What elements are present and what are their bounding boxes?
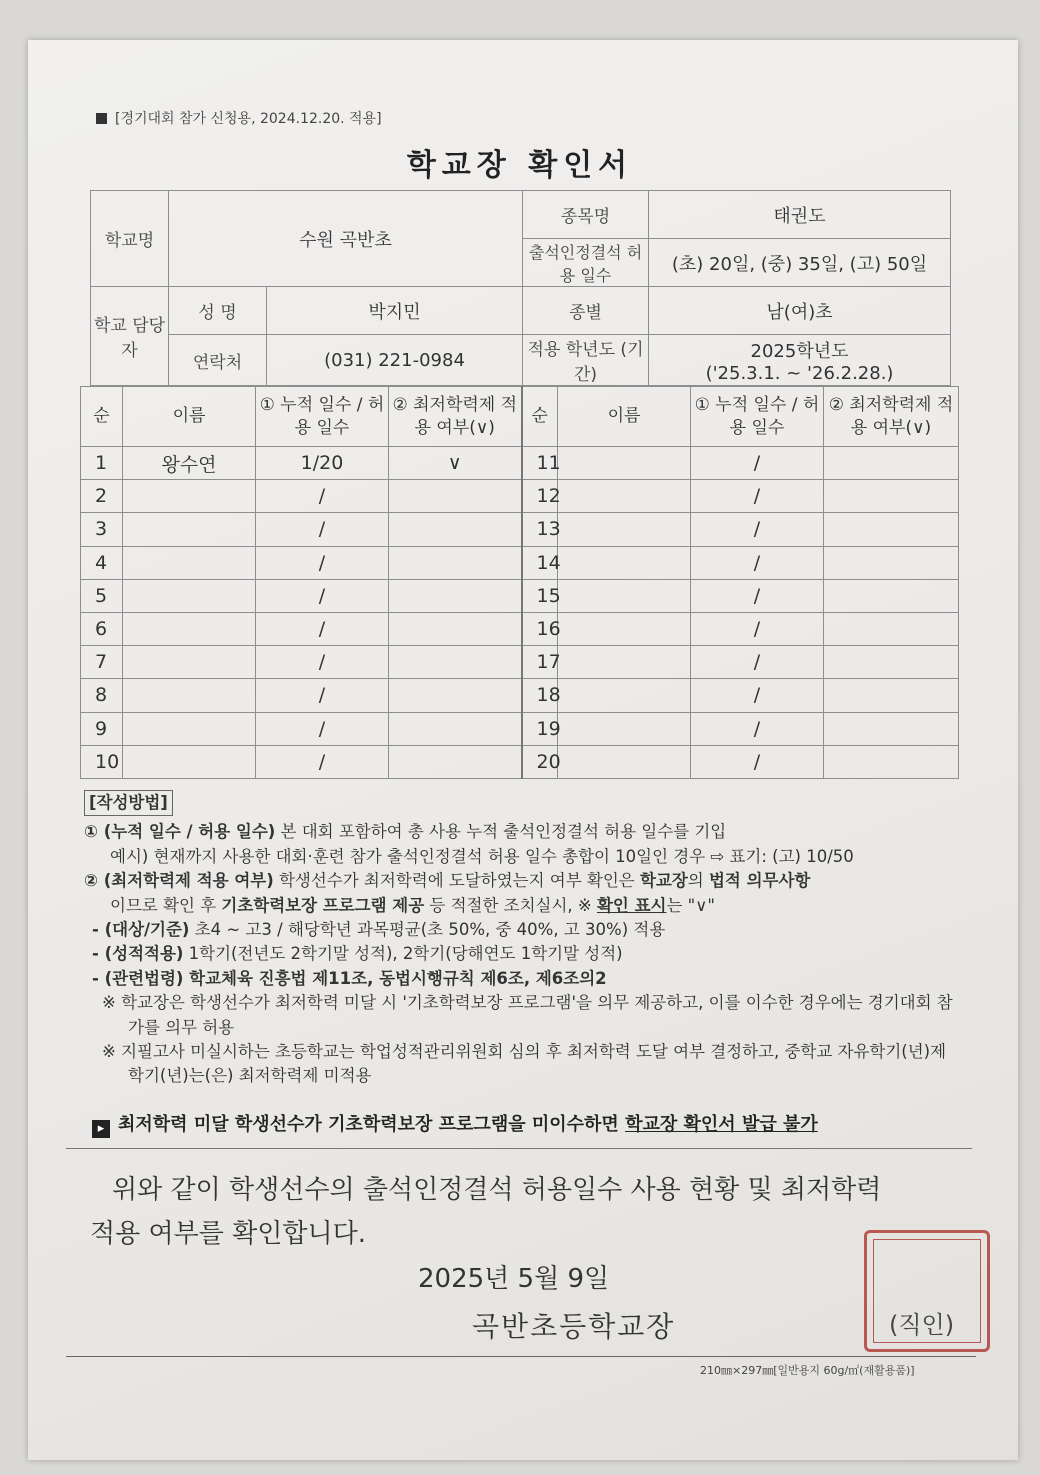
- days-used-cell: /: [256, 546, 389, 579]
- days-used-cell: /: [691, 745, 824, 778]
- row-number-cell: 3: [81, 513, 123, 546]
- method-sub-1-head: - (대상/기준): [92, 920, 190, 940]
- method-item-1-example: 예시) 현재까지 사용한 대회·훈련 참가 출석인정결석 허용 일수 총합이 10일인 경우 ⇨ 표기: (고) 10/50: [110, 846, 854, 866]
- days-used-cell: /: [256, 646, 389, 679]
- student-name-cell: [123, 646, 256, 679]
- min-academic-check-cell: [389, 513, 522, 546]
- method-item-2-bold-3: 기초학력보장 프로그램 제공: [221, 895, 425, 915]
- min-academic-check-cell: [824, 546, 959, 579]
- method-item-1-text: 본 대회 포함하여 총 사용 누적 출석인정결석 허용 일수를 기입: [275, 822, 727, 842]
- days-used-cell: /: [691, 712, 824, 745]
- days-used-cell: /: [691, 513, 824, 546]
- page-title: 학교장 확인서: [406, 148, 634, 183]
- min-academic-check-cell: [824, 712, 959, 745]
- days-used-cell: /: [256, 612, 389, 645]
- seal-tag: (직인): [889, 1311, 955, 1339]
- row-number-cell: 15: [522, 579, 558, 612]
- school-year-text: 2025학년도: [750, 340, 849, 362]
- student-name-cell: [558, 579, 691, 612]
- method-sub-3-text: 학교체육 진흥법 제11조, 동법시행규칙 제6조, 제6조의2: [183, 968, 607, 988]
- event-value: 태권도: [649, 191, 951, 239]
- row-number-cell: 7: [81, 646, 123, 679]
- method-note-1: ※ 학교장은 학생선수가 최저학력 미달 시 '기초학력보장 프로그램'을 의무 제공하고, 이를 이수한 경우에는 경기대회 참가를 의무 허용: [102, 993, 953, 1037]
- method-item-2-text-a: 학생선수가 최저학력에 도달하였는지 여부 확인은: [273, 871, 640, 891]
- principal-signature: 곡반초등학교장: [472, 1310, 676, 1343]
- manager-label: 학교 담당자: [91, 287, 169, 386]
- row-number-cell: 8: [81, 679, 123, 712]
- method-note-2: ※ 지필고사 미실시하는 초등학교는 학업성적관리위원회 심의 후 최저학력 도달 여부 결정하고, 중학교 자유학기(년)제 학기(년)는(은) 최저학력제 미적용: [102, 1042, 947, 1086]
- info-table: [90, 190, 951, 386]
- student-name-cell: [123, 579, 256, 612]
- days-used-cell: /: [691, 612, 824, 645]
- table-row: [81, 679, 959, 712]
- days-used-cell: /: [691, 579, 824, 612]
- row-number-cell: 11: [522, 447, 558, 480]
- row-number-cell: 14: [522, 546, 558, 579]
- writing-instructions: [84, 790, 964, 1089]
- col-name-header: 이름: [123, 387, 256, 447]
- table-row: [81, 712, 959, 745]
- min-academic-check-cell: ∨: [389, 447, 522, 480]
- method-item-2-text-e: 는 "∨": [666, 895, 715, 915]
- min-academic-check-cell: [824, 679, 959, 712]
- min-academic-check-cell: [824, 447, 959, 480]
- row-number-cell: 19: [522, 712, 558, 745]
- student-name-cell: [558, 712, 691, 745]
- days-used-cell: /: [256, 480, 389, 513]
- method-sub-3-head: - (관련법령): [92, 968, 184, 988]
- warning-text: 최저학력 미달 학생선수가 기초학력보장 프로그램을 미이수하면: [118, 1114, 626, 1135]
- student-name-cell: [558, 480, 691, 513]
- table-row: [81, 546, 959, 579]
- roster-header-row: [81, 387, 959, 447]
- contact-label: 연락처: [169, 335, 267, 386]
- event-label: 종목명: [523, 191, 649, 239]
- school-year-value: [649, 335, 951, 386]
- divider: [66, 1148, 972, 1149]
- official-seal-stamp: [864, 1230, 990, 1352]
- student-name-cell: [558, 447, 691, 480]
- col-no-header: 순: [81, 387, 123, 447]
- method-sub-1: [84, 918, 964, 942]
- days-used-cell: /: [691, 447, 824, 480]
- days-used-cell: /: [256, 579, 389, 612]
- allowed-days-value: (초) 20일, (중) 35일, (고) 50일: [649, 239, 951, 287]
- row-number-cell: 9: [81, 712, 123, 745]
- col-name-header-2: 이름: [558, 387, 691, 447]
- col-no-header-2: 순: [522, 387, 558, 447]
- method-sub-1-text: 초4 ~ 고3 / 해당학년 과목평균(초 50%, 중 40%, 고 30%) 적용: [189, 920, 666, 940]
- table-row: [81, 579, 959, 612]
- min-academic-check-cell: [824, 513, 959, 546]
- method-item-1-head: ① (누적 일수 / 허용 일수): [84, 822, 276, 842]
- days-used-cell: /: [691, 646, 824, 679]
- min-academic-check-cell: [389, 646, 522, 679]
- roster-table: [80, 386, 959, 779]
- method-item-2-bold-1: 학교장: [639, 871, 688, 891]
- days-used-cell: /: [691, 679, 824, 712]
- days-used-cell: /: [256, 679, 389, 712]
- table-row: [81, 646, 959, 679]
- min-academic-check-cell: [824, 646, 959, 679]
- row-number-cell: 1: [81, 447, 123, 480]
- days-used-cell: /: [256, 513, 389, 546]
- student-name-cell: [123, 480, 256, 513]
- contact-value: (031) 221-0984: [267, 335, 523, 386]
- table-row: [81, 447, 959, 480]
- method-sub-3: [84, 967, 964, 991]
- student-name-cell: 왕수연: [123, 447, 256, 480]
- table-row: [81, 745, 959, 778]
- student-name-cell: [123, 745, 256, 778]
- issuance-warning: [92, 1110, 818, 1138]
- min-academic-check-cell: [389, 745, 522, 778]
- method-item-2-text-d: 등 적절한 조치실시, ※: [424, 895, 597, 915]
- row-number-cell: 10: [81, 745, 123, 778]
- header-note-text: [경기대회 참가 신청용, 2024.12.20. 적용]: [115, 111, 382, 127]
- allowed-days-label: 출석인정결석 허용 일수: [523, 239, 649, 287]
- school-label: 학교명: [91, 191, 169, 287]
- row-number-cell: 2: [81, 480, 123, 513]
- method-item-2-text-b: 의: [687, 871, 709, 891]
- method-item-2-head: ② (최저학력제 적용 여부): [84, 871, 274, 891]
- days-used-cell: /: [256, 712, 389, 745]
- method-item-2-bold-2: 법적 의무사항: [708, 871, 811, 891]
- name-value: 박지민: [267, 287, 523, 335]
- table-row: [81, 480, 959, 513]
- min-academic-check-cell: [389, 679, 522, 712]
- min-academic-check-cell: [389, 579, 522, 612]
- method-sub-2: [84, 942, 964, 966]
- row-number-cell: 13: [522, 513, 558, 546]
- gender-value: 남(여)초: [649, 287, 951, 335]
- min-academic-check-cell: [389, 546, 522, 579]
- confirmation-statement: [90, 1168, 950, 1256]
- student-name-cell: [123, 546, 256, 579]
- student-name-cell: [123, 513, 256, 546]
- square-bullet-icon: [96, 113, 107, 124]
- footer-divider: [66, 1356, 976, 1357]
- confirmation-line-1: 위와 같이 학생선수의 출석인정결석 허용일수 사용 현황 및 최저학력: [112, 1175, 882, 1205]
- warning-box-icon: ▸: [92, 1120, 110, 1138]
- student-name-cell: [558, 679, 691, 712]
- warning-underlined: 학교장 확인서 발급 불가: [625, 1114, 818, 1135]
- paper-spec: 210㎜×297㎜[일반용지 60g/㎡(재활용품)]: [700, 1364, 915, 1377]
- row-number-cell: 17: [522, 646, 558, 679]
- method-title: [작성방법]: [84, 790, 173, 816]
- school-value: 수원 곡반초: [169, 191, 523, 287]
- student-name-cell: [123, 712, 256, 745]
- min-academic-check-cell: [824, 579, 959, 612]
- gender-label: 종별: [523, 287, 649, 335]
- row-number-cell: 20: [522, 745, 558, 778]
- days-used-cell: /: [691, 546, 824, 579]
- row-number-cell: 5: [81, 579, 123, 612]
- min-academic-check-cell: [389, 712, 522, 745]
- method-item-2-bold-4: 확인 표시: [596, 895, 667, 915]
- min-academic-check-cell: [824, 480, 959, 513]
- issue-date: 2025년 5월 9일: [418, 1264, 610, 1294]
- table-row: [81, 513, 959, 546]
- school-year-label: 적용 학년도 (기간): [523, 335, 649, 386]
- row-number-cell: 16: [522, 612, 558, 645]
- row-number-cell: 12: [522, 480, 558, 513]
- student-name-cell: [558, 745, 691, 778]
- method-item-1: [84, 820, 964, 844]
- min-academic-check-cell: [824, 745, 959, 778]
- days-used-cell: 1/20: [256, 447, 389, 480]
- min-academic-check-cell: [389, 612, 522, 645]
- confirmation-line-2: 적용 여부를 확인합니다.: [90, 1219, 366, 1249]
- student-name-cell: [123, 612, 256, 645]
- days-used-cell: /: [256, 745, 389, 778]
- row-number-cell: 6: [81, 612, 123, 645]
- min-academic-check-cell: [389, 480, 522, 513]
- method-sub-2-head: - (성적적용): [92, 944, 184, 964]
- method-item-2: [84, 869, 964, 918]
- days-used-cell: /: [691, 480, 824, 513]
- student-name-cell: [123, 679, 256, 712]
- method-item-2-text-c: 이므로 확인 후: [110, 895, 222, 915]
- col-apply-header-2: ② 최저학력제 적용 여부(∨): [824, 387, 959, 447]
- school-year-period: ('25.3.1. ~ '26.2.28.): [705, 362, 894, 384]
- min-academic-check-cell: [824, 612, 959, 645]
- col-days-header-2: ① 누적 일수 / 허용 일수: [691, 387, 824, 447]
- student-name-cell: [558, 513, 691, 546]
- header-note: [96, 108, 382, 128]
- col-apply-header: ② 최저학력제 적용 여부(∨): [389, 387, 522, 447]
- student-name-cell: [558, 546, 691, 579]
- method-sub-2-text: 1학기(전년도 2학기말 성적), 2학기(당해연도 1학기말 성적): [183, 944, 623, 964]
- row-number-cell: 4: [81, 546, 123, 579]
- col-days-header: ① 누적 일수 / 허용 일수: [256, 387, 389, 447]
- student-name-cell: [558, 612, 691, 645]
- row-number-cell: 18: [522, 679, 558, 712]
- student-name-cell: [558, 646, 691, 679]
- name-label: 성 명: [169, 287, 267, 335]
- table-row: [81, 612, 959, 645]
